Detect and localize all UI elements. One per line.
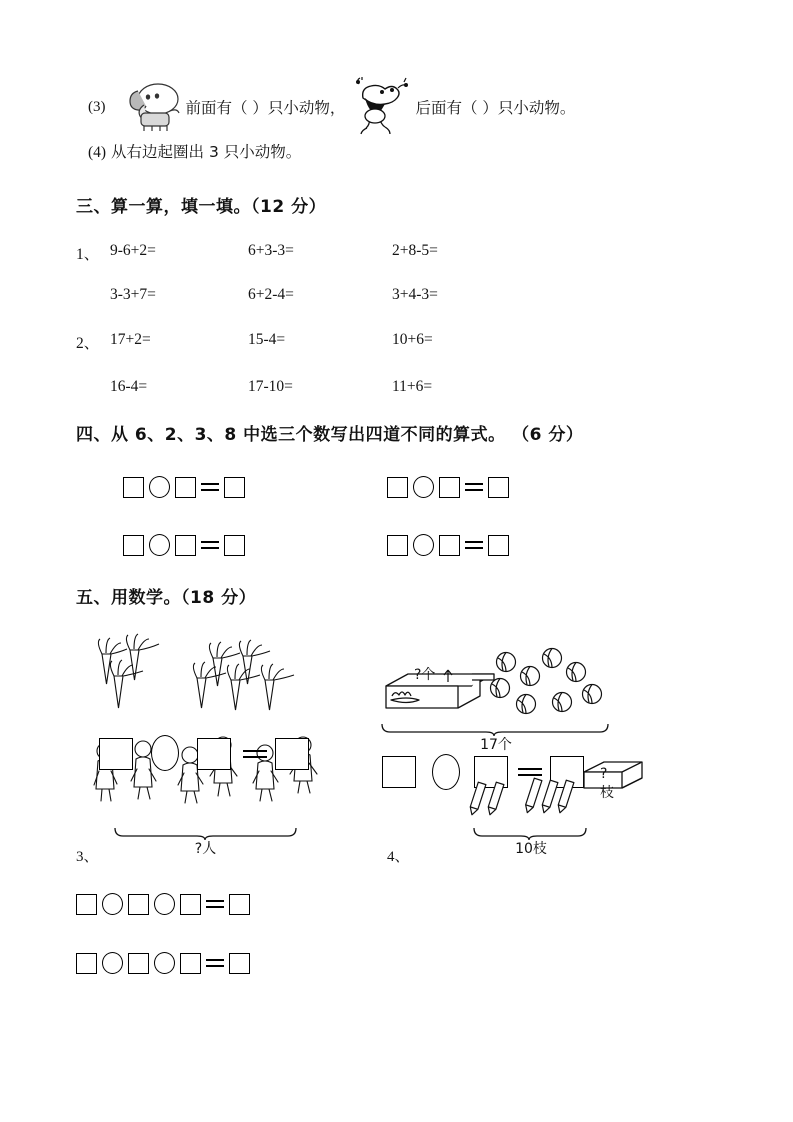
section-4-equation-2[interactable] bbox=[387, 476, 509, 498]
calc-1-1-3: 2+8-5= bbox=[392, 242, 438, 259]
pencils-left-icon bbox=[474, 784, 524, 832]
problem-3-brace-label: ?人 bbox=[194, 841, 217, 857]
problem-3-equals-sign bbox=[243, 748, 267, 762]
section-4-equation-1[interactable] bbox=[123, 476, 245, 498]
section-4-equation-3[interactable] bbox=[123, 534, 245, 556]
problem-3-answer-row-1[interactable] bbox=[76, 893, 250, 915]
question-3-text-before: 前面有（ ）只小动物， bbox=[185, 99, 346, 117]
calc-1-1-2: 6+3-3= bbox=[248, 242, 294, 259]
problem-3-answer-row-2[interactable] bbox=[76, 952, 250, 974]
calc-2-1-1: 17+2= bbox=[110, 331, 151, 348]
operator-circle[interactable] bbox=[154, 893, 175, 915]
answer-box[interactable] bbox=[180, 894, 201, 915]
answer-box[interactable] bbox=[128, 894, 149, 915]
answer-box[interactable] bbox=[180, 953, 201, 974]
answer-box[interactable] bbox=[229, 953, 250, 974]
problem-4-operator-circle[interactable] bbox=[432, 754, 460, 790]
equals-sign bbox=[199, 538, 221, 552]
problem-3-brace bbox=[113, 826, 298, 857]
answer-box[interactable] bbox=[229, 894, 250, 915]
answer-box[interactable] bbox=[439, 477, 460, 498]
operator-circle[interactable] bbox=[102, 952, 123, 974]
calc-2-2-2: 17-10= bbox=[248, 378, 293, 395]
problem-4-number: 4、 bbox=[387, 849, 410, 865]
answer-box[interactable] bbox=[175, 477, 196, 498]
problem-4-brace-bottom-label: 10枝 bbox=[515, 841, 547, 857]
section-4-heading: 四、从 6、2、3、8 中选三个数写出四道不同的算式。 （6 分） bbox=[76, 425, 584, 445]
elephant-icon bbox=[124, 81, 186, 133]
answer-box[interactable] bbox=[76, 894, 97, 915]
answer-box[interactable] bbox=[175, 535, 196, 556]
problem-4-answer-box-1[interactable] bbox=[382, 756, 416, 788]
problem-3-answer-box-2[interactable] bbox=[197, 738, 231, 770]
cow-icon bbox=[349, 76, 411, 138]
operator-circle[interactable] bbox=[413, 534, 434, 556]
balls-icon bbox=[490, 644, 615, 724]
problem-4-illustration-bottom bbox=[378, 752, 618, 857]
equals-sign bbox=[204, 897, 226, 911]
problem-4-illustration-top bbox=[378, 640, 628, 753]
answer-box[interactable] bbox=[387, 477, 408, 498]
section-3-heading: 三、算一算，填一填。（12 分） bbox=[76, 197, 327, 217]
calc-1-1-1: 9-6+2= bbox=[110, 242, 156, 259]
problem-4-brace-top-label: 17个 bbox=[480, 737, 512, 753]
equals-sign bbox=[199, 480, 221, 494]
answer-box[interactable] bbox=[387, 535, 408, 556]
problem-4-pencil-box-label: ?枝 bbox=[600, 766, 614, 801]
section-4-equation-4[interactable] bbox=[387, 534, 509, 556]
carrot-group-left-icon bbox=[90, 630, 200, 720]
calc-2-1-3: 10+6= bbox=[392, 331, 433, 348]
answer-box[interactable] bbox=[224, 535, 245, 556]
calc-2-2-1: 16-4= bbox=[110, 378, 148, 395]
problem-4-brace-top bbox=[380, 722, 612, 753]
question-4-text: 从右边起圈出 3 只小动物。 bbox=[111, 143, 302, 161]
problem-4-brace-bottom bbox=[472, 826, 590, 857]
carrot-group-right-icon bbox=[185, 636, 335, 731]
problem-4-equals-sign bbox=[518, 766, 542, 780]
problem-4-box-label: ?个 bbox=[414, 667, 436, 683]
operator-circle[interactable] bbox=[149, 534, 170, 556]
calc-2-1-2: 15-4= bbox=[248, 331, 286, 348]
equals-sign bbox=[463, 538, 485, 552]
equals-sign bbox=[204, 956, 226, 970]
answer-box[interactable] bbox=[76, 953, 97, 974]
answer-box[interactable] bbox=[439, 535, 460, 556]
calc-1-2-1: 3-3+7= bbox=[110, 286, 156, 303]
question-4-line bbox=[88, 140, 301, 162]
calc-2-2-3: 11+6= bbox=[392, 378, 433, 395]
answer-box[interactable] bbox=[224, 477, 245, 498]
arrow-icon bbox=[440, 666, 462, 684]
problem-3-answer-box-1[interactable] bbox=[99, 738, 133, 770]
question-3-text-after: 后面有（ ）只小动物。 bbox=[415, 99, 576, 117]
equals-sign bbox=[463, 480, 485, 494]
answer-box[interactable] bbox=[488, 477, 509, 498]
problem-3-number: 3、 bbox=[76, 849, 99, 865]
operator-circle[interactable] bbox=[413, 476, 434, 498]
answer-box[interactable] bbox=[123, 535, 144, 556]
question-4-number: (4) bbox=[88, 144, 107, 161]
calc-1-2-3: 3+4-3= bbox=[392, 286, 438, 303]
operator-circle[interactable] bbox=[154, 952, 175, 974]
section-3-group-1-number: 1、 bbox=[76, 246, 100, 263]
calc-1-2-2: 6+2-4= bbox=[248, 286, 294, 303]
section-3-group-2-number: 2、 bbox=[76, 335, 100, 352]
answer-box[interactable] bbox=[128, 953, 149, 974]
question-3-number: (3) bbox=[88, 98, 106, 115]
problem-3-answer-box-3[interactable] bbox=[275, 738, 309, 770]
operator-circle[interactable] bbox=[102, 893, 123, 915]
section-5-heading: 五、用数学。（18 分） bbox=[76, 588, 257, 608]
problem-3-operator-circle[interactable] bbox=[151, 735, 179, 771]
operator-circle[interactable] bbox=[149, 476, 170, 498]
problem-3-illustration bbox=[85, 630, 345, 857]
answer-box[interactable] bbox=[488, 535, 509, 556]
answer-box[interactable] bbox=[123, 477, 144, 498]
question-3-line bbox=[88, 76, 575, 138]
